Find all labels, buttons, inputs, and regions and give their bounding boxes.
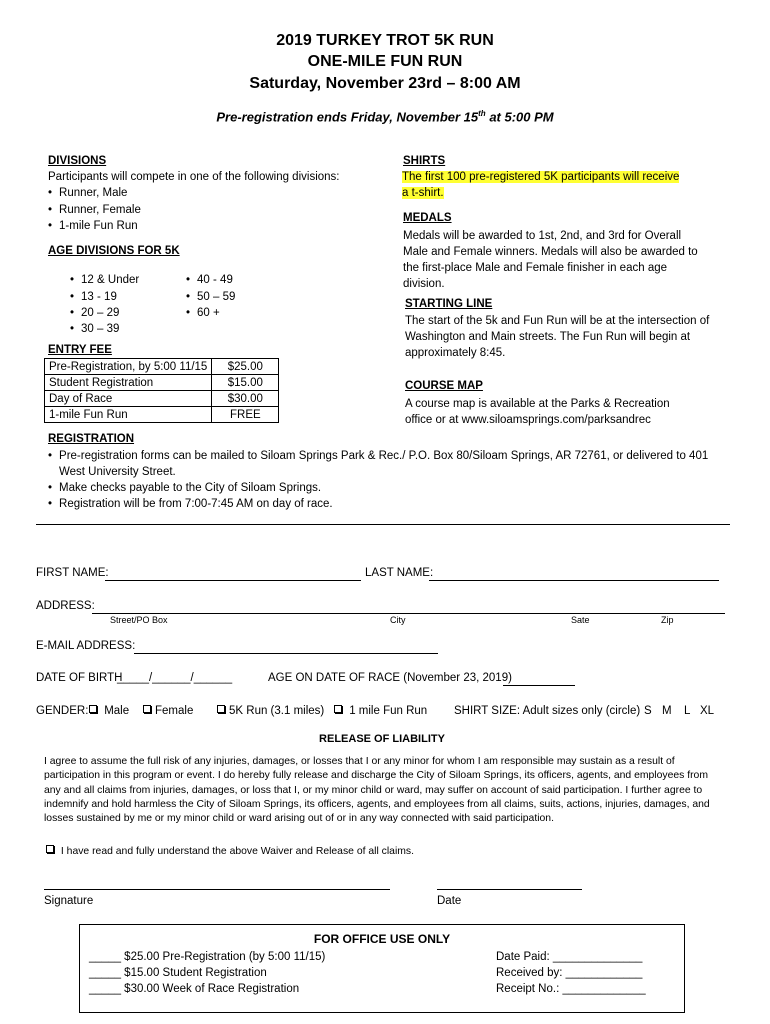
male-option[interactable] bbox=[89, 705, 129, 717]
division-item: • Runner, Male bbox=[48, 185, 127, 201]
office-record-line: Date Paid: ______________ bbox=[496, 951, 643, 963]
state-caption: Sate bbox=[571, 615, 590, 625]
starting-line-text: Washington and Main streets. The Fun Run will begin at bbox=[405, 331, 691, 343]
zip-caption: Zip bbox=[661, 615, 674, 625]
division-item: • Runner, Female bbox=[48, 202, 141, 218]
table-row bbox=[45, 375, 279, 391]
medals-heading: MEDALS bbox=[403, 212, 452, 224]
fee-label: Student Registration bbox=[45, 375, 212, 391]
starting-line-text: The start of the 5k and Fun Run will be at the intersection of bbox=[405, 315, 710, 327]
title-line-1: 2019 TURKEY TROT 5K RUN bbox=[276, 32, 494, 49]
course-map-heading: COURSE MAP bbox=[405, 380, 483, 392]
registration-item: • Make checks payable to the City of Siloam Springs. bbox=[48, 480, 321, 496]
age-division-item: • 20 – 29 bbox=[70, 305, 119, 321]
deadline-time: at 5:00 PM bbox=[485, 109, 554, 125]
date-field[interactable] bbox=[437, 876, 582, 890]
fee-label: 1-mile Fun Run bbox=[45, 407, 212, 423]
starting-line-text: approximately 8:45. bbox=[405, 347, 506, 359]
release-text: I agree to assume the full risk of any injuries, damages, or losses that I or any minor for whom I am responsible may sustain as a result of participation in this program or event. I do hereby fully release and discharge the City of Siloam Springs, its officers, agents, and employees from any and all claims from injuries, damages, or loss that I, or my minor child or ward, may suffer on account of said participation. I further agree to indemnify and hold harmless the City of Siloam Springs, its officers, agents, and employees from all claims, suits, actions, injuries, damages, and losses sustained by me or my minor child or ward arising out of or in any way connected with said participation. bbox=[44, 756, 710, 825]
shirt-size-m[interactable]: M bbox=[662, 705, 672, 717]
shirts-line bbox=[402, 185, 444, 201]
fee-amount: FREE bbox=[212, 407, 279, 423]
section-divider bbox=[36, 524, 730, 525]
medals-line: Medals will be awarded to 1st, 2nd, and 3rd for Overall bbox=[403, 230, 682, 242]
office-record-line: Received by: ____________ bbox=[496, 967, 643, 979]
shirts-heading: SHIRTS bbox=[403, 155, 446, 167]
age-divisions-heading: AGE DIVISIONS FOR 5K bbox=[48, 245, 180, 257]
office-record-line: Receipt No.: _____________ bbox=[496, 983, 646, 995]
dob-field[interactable]: _____/______/______ bbox=[117, 672, 233, 684]
checkbox-icon bbox=[217, 705, 225, 713]
medals-line: the first-place Male and Female finisher in each age bbox=[403, 262, 668, 274]
office-use-heading: FOR OFFICE USE ONLY bbox=[313, 932, 451, 946]
fee-amount: $15.00 bbox=[212, 375, 279, 391]
date-label: Date bbox=[437, 895, 462, 907]
5k-run-label: 5K Run (3.1 miles) bbox=[229, 705, 325, 717]
checkbox-icon bbox=[334, 705, 342, 713]
5k-run-option[interactable] bbox=[217, 705, 324, 717]
preregistration-deadline bbox=[0, 109, 770, 124]
entry-fee-table bbox=[44, 358, 279, 423]
address-label: ADDRESS: bbox=[36, 600, 95, 612]
last-name-field[interactable] bbox=[429, 567, 719, 581]
table-row bbox=[45, 359, 279, 375]
signature-field[interactable] bbox=[44, 876, 390, 890]
shirt-size-s[interactable]: S bbox=[644, 705, 652, 717]
office-fee-line: _____ $25.00 Pre-Registration (by 5:00 11/15) bbox=[89, 951, 326, 963]
email-label: E-MAIL ADDRESS: bbox=[36, 640, 136, 652]
female-label: Female bbox=[155, 705, 194, 717]
divisions-intro: Participants will compete in one of the following divisions: bbox=[48, 171, 340, 183]
age-division-item: • 40 - 49 bbox=[186, 272, 233, 288]
office-use-box bbox=[79, 924, 685, 1013]
registration-item: • Pre-registration forms can be mailed to Siloam Springs Park & Rec./ P.O. Box 80/Siloam Springs, AR 72761, or delivered to 401 bbox=[48, 448, 708, 464]
deadline-suffix: th bbox=[478, 109, 486, 118]
fun-run-label: 1 mile Fun Run bbox=[349, 705, 428, 717]
age-on-race-label: AGE ON DATE OF RACE (November 23, 2019) bbox=[268, 672, 512, 684]
age-division-item: • 60 + bbox=[186, 305, 220, 321]
registration-heading: REGISTRATION bbox=[48, 433, 135, 445]
shirt-size-xl[interactable]: XL bbox=[700, 705, 715, 717]
first-name-field[interactable] bbox=[105, 567, 361, 581]
medals-line: division. bbox=[403, 278, 445, 290]
table-row bbox=[45, 407, 279, 423]
registration-item-cont: West University Street. bbox=[59, 466, 176, 478]
age-division-item: • 13 - 19 bbox=[70, 289, 117, 305]
email-field[interactable] bbox=[134, 640, 438, 654]
city-caption: City bbox=[390, 615, 406, 625]
release-heading: RELEASE OF LIABILITY bbox=[319, 733, 445, 745]
fee-label: Pre-Registration, by 5:00 11/15 bbox=[45, 359, 212, 375]
fee-amount: $30.00 bbox=[212, 391, 279, 407]
shirts-line bbox=[402, 169, 679, 185]
course-map-text: A course map is available at the Parks & Recreation bbox=[405, 398, 670, 410]
waiver-checkbox[interactable] bbox=[46, 845, 414, 857]
shirt-size-label: SHIRT SIZE: Adult sizes only (circle) bbox=[454, 705, 641, 717]
checkbox-icon bbox=[89, 705, 97, 713]
medals-line: Male and Female winners. Medals will also be awarded to bbox=[403, 246, 698, 258]
course-map-text: office or at www.siloamsprings.com/parksandrec bbox=[405, 414, 651, 426]
office-fee-line: _____ $15.00 Student Registration bbox=[89, 967, 267, 979]
male-label: Male bbox=[104, 705, 130, 717]
waiver-label: I have read and fully understand the above Waiver and Release of all claims. bbox=[60, 846, 414, 857]
starting-line-heading: STARTING LINE bbox=[405, 298, 493, 310]
title-line-3: Saturday, November 23rd – 8:00 AM bbox=[249, 75, 521, 92]
shirts-highlight: a t-shirt. bbox=[402, 187, 444, 199]
table-row bbox=[45, 391, 279, 407]
division-item: • 1-mile Fun Run bbox=[48, 218, 138, 234]
age-division-item: • 30 – 39 bbox=[70, 321, 119, 337]
deadline-text: Pre-registration ends Friday, November 15 bbox=[216, 109, 479, 125]
fun-run-option[interactable] bbox=[334, 705, 427, 717]
female-option[interactable] bbox=[143, 705, 193, 717]
first-name-label: FIRST NAME: bbox=[36, 567, 109, 579]
address-field[interactable] bbox=[92, 600, 725, 614]
checkbox-icon bbox=[143, 705, 151, 713]
entry-fee-heading: ENTRY FEE bbox=[48, 344, 112, 356]
age-division-item: • 12 & Under bbox=[70, 272, 139, 288]
registration-item: • Registration will be from 7:00-7:45 AM on day of race. bbox=[48, 496, 333, 512]
office-fee-line: _____ $30.00 Week of Race Registration bbox=[89, 983, 300, 995]
checkbox-icon bbox=[46, 845, 54, 853]
divisions-heading: DIVISIONS bbox=[48, 155, 107, 167]
title-line-2: ONE-MILE FUN RUN bbox=[307, 53, 463, 70]
fee-amount: $25.00 bbox=[212, 359, 279, 375]
signature-label: Signature bbox=[44, 895, 94, 907]
shirts-highlight: The first 100 pre-registered 5K participants will receive bbox=[402, 171, 680, 183]
dob-label: DATE OF BIRTH bbox=[36, 672, 123, 684]
street-caption: Street/PO Box bbox=[110, 615, 168, 625]
last-name-label: LAST NAME: bbox=[365, 567, 434, 579]
age-on-race-field[interactable] bbox=[503, 672, 575, 686]
gender-label: GENDER: bbox=[36, 705, 89, 717]
shirt-size-l[interactable]: L bbox=[684, 705, 691, 717]
fee-label: Day of Race bbox=[45, 391, 212, 407]
age-division-item: • 50 – 59 bbox=[186, 289, 235, 305]
